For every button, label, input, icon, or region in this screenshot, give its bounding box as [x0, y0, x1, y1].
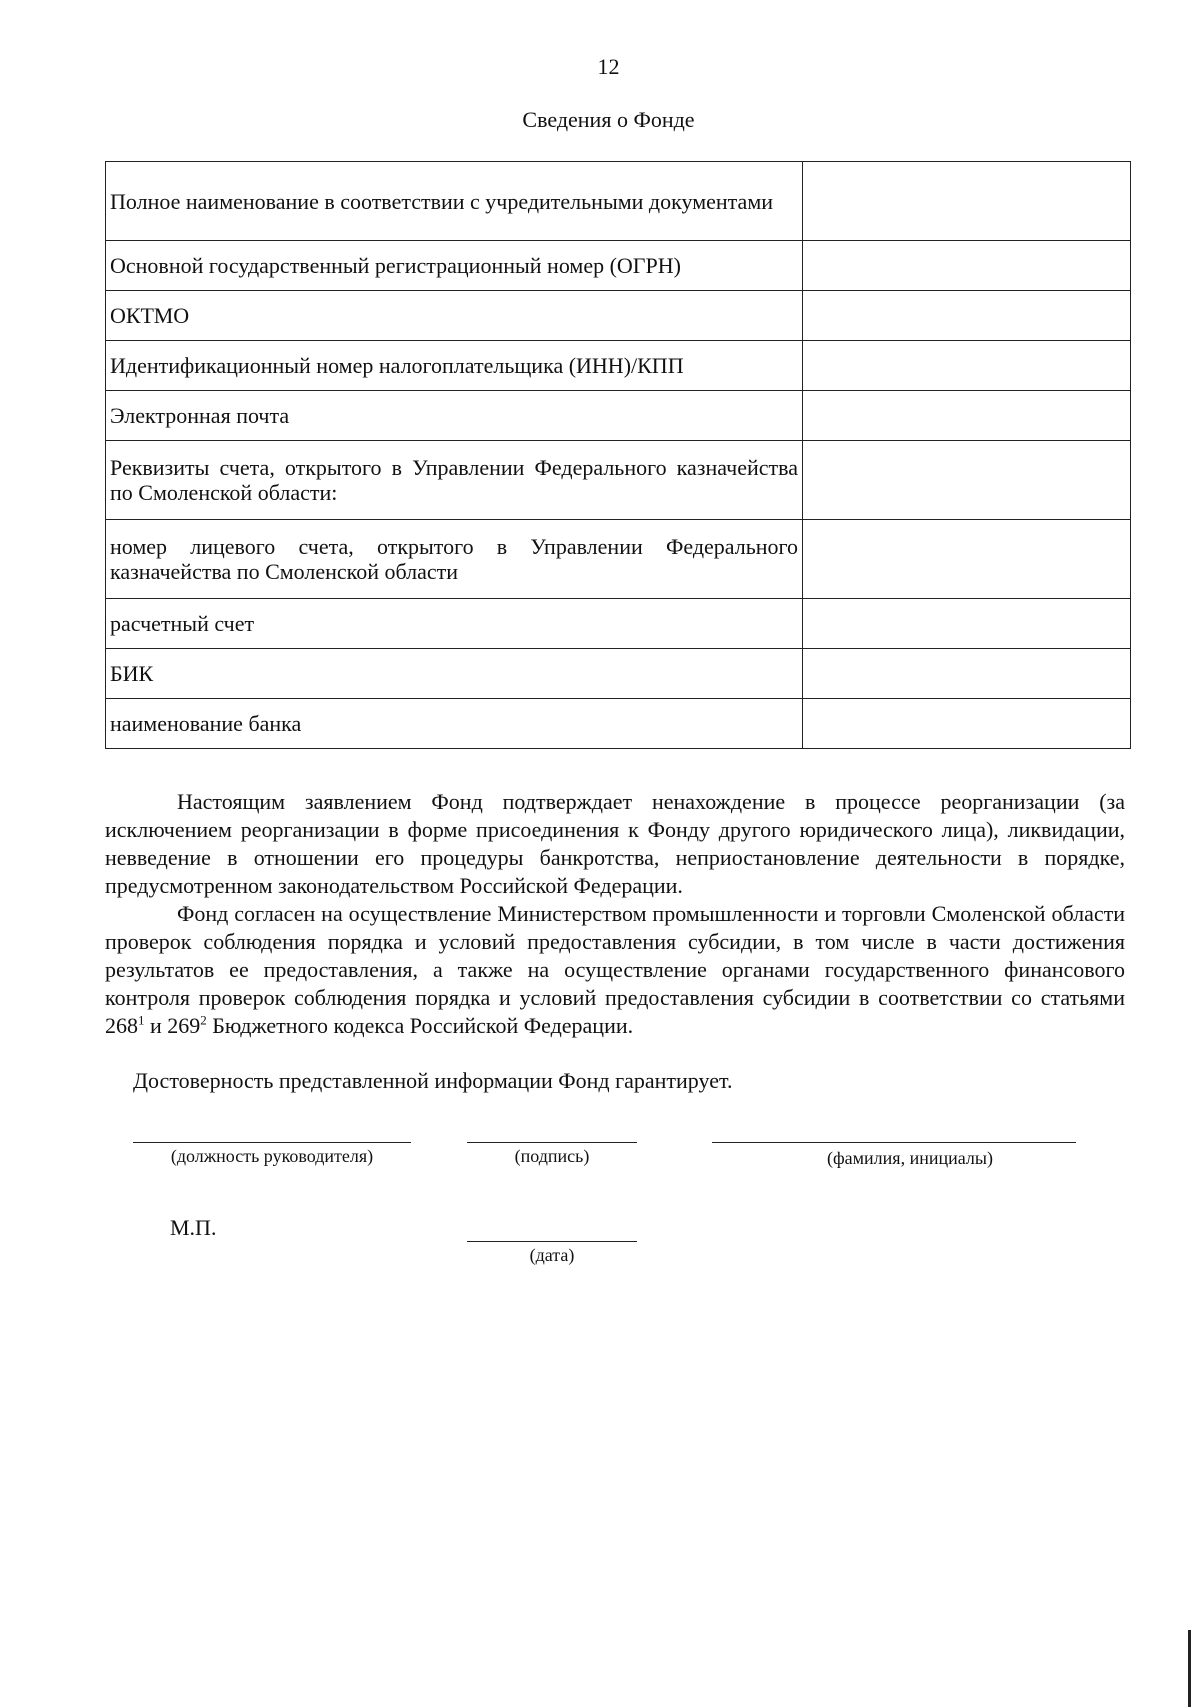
table-row: [106, 241, 1131, 291]
article-superscript-2: 2: [200, 1012, 207, 1028]
consent-text-end: Бюджетного кодекса Российской Федерации.: [206, 1013, 634, 1038]
signature-line[interactable]: [467, 1142, 637, 1143]
fund-info-table: [105, 161, 1131, 749]
position-signature-line[interactable]: [133, 1142, 411, 1143]
date-line[interactable]: [467, 1241, 637, 1242]
page-number: 12: [597, 54, 620, 79]
consent-text-mid: и 269: [144, 1013, 201, 1038]
row-value-bank-name[interactable]: [803, 699, 1131, 749]
paragraph-reorganization: Настоящим заявлением Фонд подтверждает ненахождение в процессе реорганизации (за исключением реорганизации в форме присоединения к Фонду другого юридического лица), ликвидации, невведение в отношении его процедуры банкротства, неприостановление деятельности в порядке, предусмотренном законодательством Российской Федерации.: [105, 789, 1125, 898]
row-label-bank-name: наименование банка: [106, 699, 803, 749]
row-label-oktmo: ОКТМО: [106, 291, 803, 341]
table-row: [106, 520, 1131, 599]
position-caption: (должность руководителя): [170, 1146, 374, 1166]
table-row: [106, 162, 1131, 241]
table-row: [106, 599, 1131, 649]
table-row: [106, 291, 1131, 341]
document-title: Сведения о Фонде: [522, 107, 695, 132]
table-row: [106, 391, 1131, 441]
row-value-full-name[interactable]: [803, 162, 1131, 241]
row-label-ogrn: Основной государственный регистрационный номер (ОГРН): [106, 241, 803, 291]
row-value-account-details[interactable]: [803, 441, 1131, 520]
row-label-bik: БИК: [106, 649, 803, 699]
name-caption: (фамилия, инициалы): [827, 1148, 993, 1168]
stamp-place: М.П.: [170, 1215, 217, 1240]
table-row: [106, 341, 1131, 391]
row-value-settlement-account[interactable]: [803, 599, 1131, 649]
statement-text: [105, 788, 1125, 1040]
row-label-full-name: Полное наименование в соответствии с учредительными документами: [106, 162, 803, 241]
row-value-oktmo[interactable]: [803, 291, 1131, 341]
consent-text-start: Фонд согласен на осуществление Министерством промышленности и торговли Смоленской области проверок соблюдения порядка и условий предоставления субсидии, в том числе в части достижения результатов ее предоставления, а также на осуществление органами государственного финансового контроля проверок соблюдения порядка и условий предоставления субсидии в соответствии со статьями 268: [105, 901, 1125, 1038]
row-value-bik[interactable]: [803, 649, 1131, 699]
name-signature-line[interactable]: [712, 1142, 1076, 1143]
date-caption: (дата): [529, 1245, 575, 1265]
table-row: [106, 441, 1131, 520]
row-value-email[interactable]: [803, 391, 1131, 441]
scan-border-mark: [1188, 1630, 1191, 1707]
table-row: [106, 699, 1131, 749]
row-label-account-details: Реквизиты счета, открытого в Управлении Федерального казначейства по Смоленской области:: [106, 441, 803, 520]
row-value-personal-account[interactable]: [803, 520, 1131, 599]
paragraph-consent: [105, 900, 1125, 1040]
article-superscript-1: 1: [138, 1012, 145, 1028]
row-label-inn-kpp: Идентификационный номер налогоплательщика (ИНН)/КПП: [106, 341, 803, 391]
row-label-email: Электронная почта: [106, 391, 803, 441]
table-row: [106, 649, 1131, 699]
guarantee-statement: Достоверность представленной информации Фонд гарантирует.: [133, 1068, 733, 1093]
row-value-ogrn[interactable]: [803, 241, 1131, 291]
row-value-inn-kpp[interactable]: [803, 341, 1131, 391]
row-label-settlement-account: расчетный счет: [106, 599, 803, 649]
signature-caption: (подпись): [514, 1146, 590, 1166]
row-label-personal-account: номер лицевого счета, открытого в Управлении Федерального казначейства по Смоленской области: [106, 520, 803, 599]
